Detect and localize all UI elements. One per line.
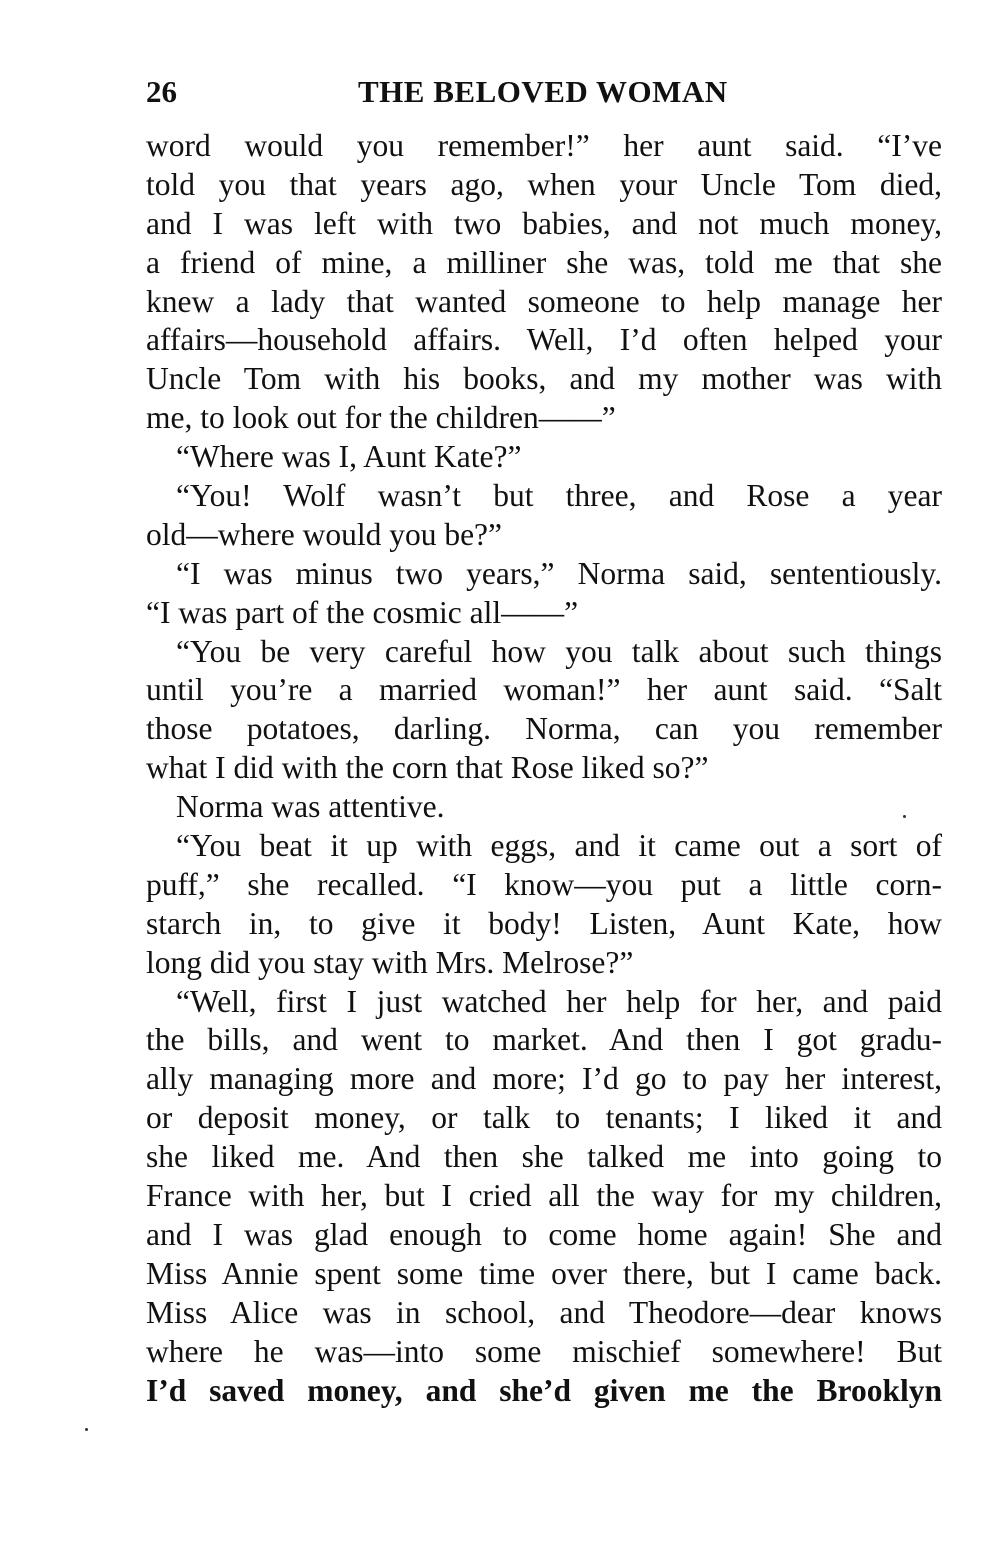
text-line: puff,” she recalled. “I know—you put a little corn- (146, 866, 942, 902)
print-speck (903, 815, 906, 818)
text-line: affairs—household affairs. Well, I’d often helped your (146, 322, 942, 358)
text-line: told you that years ago, when your Uncle Tom died, (146, 166, 942, 202)
text-line: “You beat it up with eggs, and it came out a sort of (176, 828, 942, 864)
text-line: until you’re a married woman!” her aunt said. “Salt (146, 672, 942, 708)
text-line: or deposit money, or talk to tenants; I liked it and (146, 1100, 942, 1136)
text-line: and I was glad enough to come home again! She and (146, 1216, 942, 1252)
text-line: starch in, to give it body! Listen, Aunt Kate, how (146, 905, 942, 941)
text-line: those potatoes, darling. Norma, can you remember (146, 711, 942, 747)
text-line: “You be very careful how you talk about such things (176, 633, 942, 669)
text-line: “You! Wolf wasn’t but three, and Rose a year (176, 478, 942, 514)
text-line: what I did with the corn that Rose liked so?” (146, 750, 709, 786)
text-line: France with her, but I cried all the way for my children, (146, 1178, 942, 1214)
text-line: Norma was attentive. (176, 789, 445, 825)
text-line: where he was—into some mischief somewhere! But (146, 1333, 942, 1369)
running-header (146, 70, 942, 114)
text-line: me, to look out for the children——” (146, 400, 616, 436)
running-title: THE BELOVED WOMAN (358, 74, 728, 109)
text-line: and I was left with two babies, and not much money, (146, 205, 942, 241)
text-line: “Where was I, Aunt Kate?” (176, 439, 522, 475)
text-line: Miss Annie spent some time over there, but I came back. (146, 1255, 942, 1291)
print-speck (85, 1428, 88, 1431)
text-line: I’d saved money, and she’d given me the Brooklyn (146, 1372, 942, 1408)
text-line: word would you remember!” her aunt said. “I’ve (146, 128, 942, 163)
text-line: long did you stay with Mrs. Melrose?” (146, 944, 634, 980)
text-line: Uncle Tom with his books, and my mother was with (146, 361, 942, 397)
page-number: 26 (146, 74, 177, 109)
text-line: “Well, first I just watched her help for her, and paid (176, 983, 942, 1019)
text-line: she liked me. And then she talked me into going to (146, 1139, 942, 1175)
text-line: ally managing more and more; I’d go to pay her interest, (146, 1061, 942, 1097)
text-line: the bills, and went to market. And then I got gradu- (146, 1022, 942, 1058)
text-line: knew a lady that wanted someone to help manage her (146, 283, 942, 319)
body-text (146, 127, 942, 1410)
text-line: old—where would you be?” (146, 516, 503, 552)
text-line: “I was part of the cosmic all——” (146, 594, 579, 630)
text-line: Miss Alice was in school, and Theodore—dear knows (146, 1294, 942, 1330)
text-line: a friend of mine, a milliner she was, told me that she (146, 244, 942, 280)
text-line: “I was minus two years,” Norma said, sententiously. (176, 555, 942, 591)
